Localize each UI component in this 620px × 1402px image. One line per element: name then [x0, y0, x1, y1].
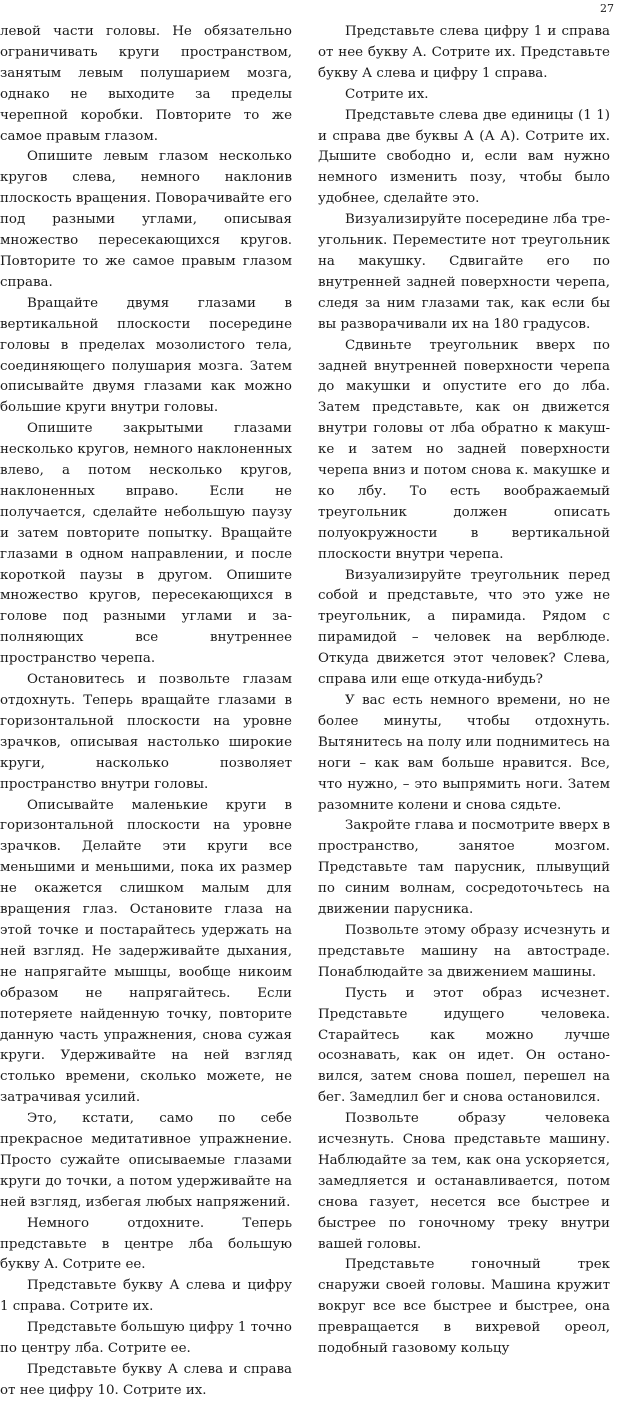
paragraph: Немного отдохните. Теперь представьте в центре лба большую букву А. Сотрите ее.	[0, 1215, 292, 1273]
paragraph: Опишите закрытыми глазами несколько кругов, немного наклоненных влево, а потом несколько кругов, наклоненных вправо. Если не получается, сделайте небольшую паузу и затем повторите попытку. Вращайте глазами в одном направлении, и после короткой паузы в другом. Опишите множество кругов, пересекающихся в голове под разными углами и заполняющих все внутреннее пространство черепа.	[0, 421, 292, 667]
paragraph: Вращайте двумя глазами в вертикальной плоскости посередине головы в пределах мозолистого тела, соединяющего полушария мозга. Затем описывайте двумя глазами как можно большие круги внутри головы.	[0, 295, 292, 416]
paragraph: У вас есть немного времени, но не более минуты, чтобы отдохнуть. Вытянитесь на полу или поднимитесь на ноги – как вам больше нравится. Все, что нужно, – это выпрямить ноги. Затем разомните колени и снова сядьте.	[318, 693, 610, 813]
paragraph: Позвольте этому образу исчезнуть и представьте машину на автостраде. Понаблюдайте за движением машины.	[318, 922, 610, 980]
paragraph: Представьте слева две единицы (1 1) и справа две буквы А (А А). Сотрите их. Дышите свободно и, если вам нужно немного изменить позу, чтобы было удобнее, сделайте это.	[318, 107, 610, 207]
paragraph: Сотрите их.	[345, 86, 429, 102]
paragraph: Представьте большую цифру 1 точно по центру лба. Сотрите ее.	[0, 1320, 292, 1357]
paragraph: Представьте букву А слева и цифру 1 справа. Сотрите их.	[0, 1278, 292, 1315]
paragraph: Закройте глава и посмотрите вверх в пространство, занятое мозгом. Представьте там парусник, плывущий по синим волнам, сосредоточьтесь на движении парусника.	[318, 818, 610, 918]
paragraph: Визуализируйте треугольник перед собой и представьте, что это уже не треугольник, а пирамида. Рядом с пирамидой – человек на верблюде. Откуда движется этот человек? Слева, справа или еще откуда-нибудь?	[318, 567, 610, 688]
right-column	[318, 22, 610, 1360]
paragraph: Представьте слева цифру 1 и справа от нее букву А. Сотрите их. Представьте букву А слева и цифру 1 справа.	[318, 24, 610, 81]
paragraph: Сдвиньте треугольник вверх по задней внутренней поверхности черепа до макушки и опустите его до лба. Затем представьте, как он движется внутри головы от лба обратно к макушке и затем но задней поверхности черепа вниз и потом снова к. макушке и ко лбу. То есть воображаемый треугольник должен описать полуокружности в вертикальной плоскости внутри черепа.	[318, 337, 610, 562]
paragraph: Визуализируйте посередине лба треугольник. Переместите нот треугольник на макушку. Сдвигайте его по внутренней задней поверхности черепа, следя за ним глазами так, как если бы вы разворачивали их на 180 градусов.	[318, 212, 610, 332]
paragraph: Описывайте маленькие круги в горизонтальной плоскости на уровне зрачков. Делайте эти круги все меньшими и меньшими, пока их размер не окажется слишком малым для вращения глаз. Остановите глаза на этой точке и постарайтесь удержать на ней взгляд. Не задерживайте дыхания, не напрягайте мышцы, вообще никоим образом не напрягайтесь. Если потеряете найденную точку, повторите данную часть упражнения, снова сужая круги. Удерживайте на ней взгляд столько времени, сколько можете, не затрачивая усилий.	[0, 797, 292, 1106]
page-number: 27	[600, 2, 614, 15]
paragraph: Остановитесь и позвольте глазам отдохнуть. Теперь вращайте глазами в горизонтальной плоскости на уровне зрачков, описывая настолько широкие круги, насколько позволяет пространство внутри головы.	[0, 672, 292, 792]
paragraph: левой части головы. Не обязательно ограничивать круги пространством, занятым левым полушарием мозга, однако не выходите за пределы черепной коробки. Повторите то же самое правым глазом.	[0, 24, 292, 144]
left-column	[0, 22, 292, 1402]
paragraph: Представьте букву А слева и справа от нее цифру 10. Сотрите их.	[0, 1362, 292, 1398]
paragraph: Пусть и этот образ исчезнет. Представьте идущего человека. Старайтесь как можно лучше осознавать, как он идет. Он остановился, затем снова пошел, перешел на бег. Замедлил бег и снова остановился.	[318, 985, 610, 1106]
paragraph: Опишите левым глазом несколько кругов слева, немного наклонив плоскость вращения. Поворачивайте его под разными углами, описывая множество пересекающихся кругов. Повторите то же самое правым глазом справа.	[0, 149, 292, 290]
paragraph: Представьте гоночный трек снаружи своей головы. Машина кружит вокруг все все быстрее и быстрее, она превращается в вихревой ореол, подобный газовому кольцу	[318, 1257, 610, 1357]
paragraph: Это, кстати, само по себе прекрасное медитативное упражнение. Просто сужайте описываемые глазами круги до точки, а потом удерживайте на ней взгляд, избегая любых напряжений.	[0, 1111, 292, 1210]
paragraph: Позвольте образу человека исчезнуть. Снова представьте машину. Наблюдайте за тем, как она ускоряется, замедляется и останавливается, потом снова газует, несется все быстрее и быстрее по гоночному треку внутри вашей головы.	[318, 1111, 610, 1252]
